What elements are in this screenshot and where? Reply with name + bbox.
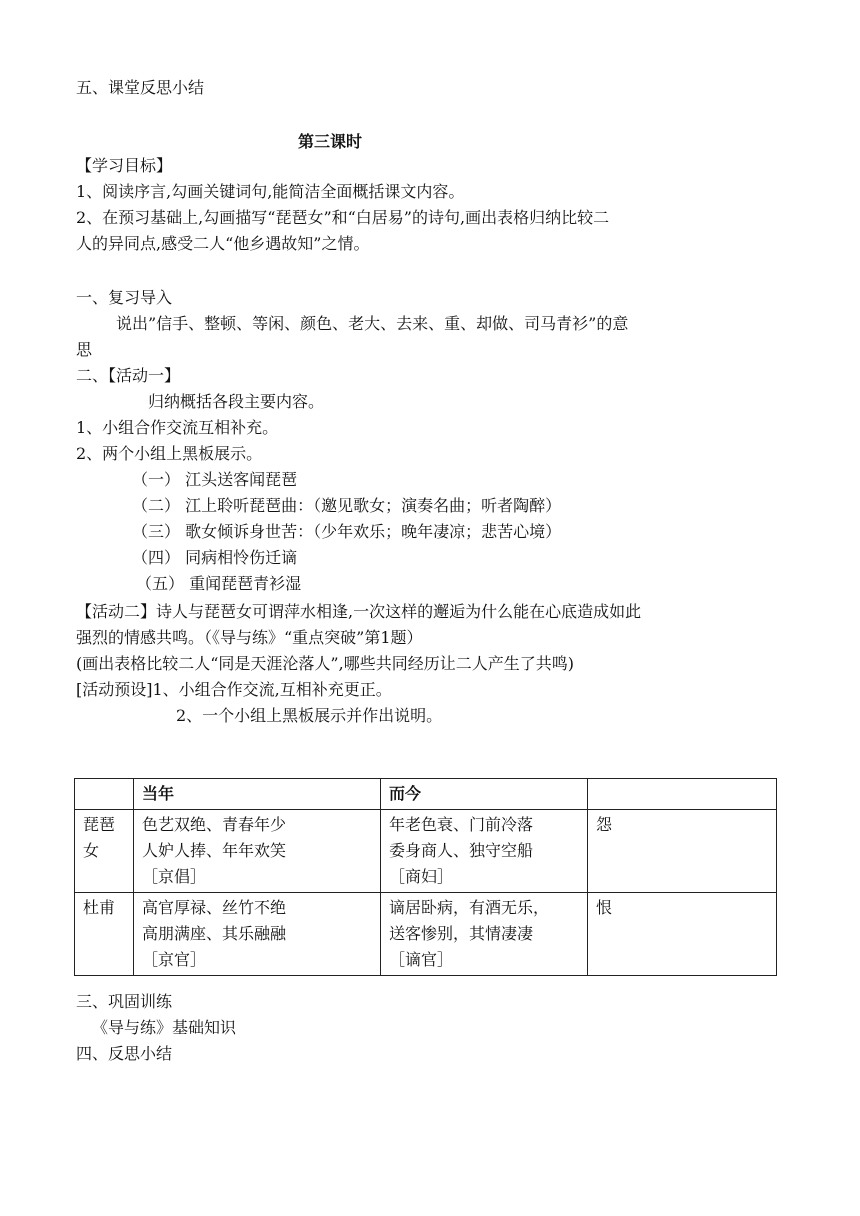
objective-1: 1、阅读序言,勾画关键词句,能简洁全面概括课文内容。 [76,182,465,201]
review-line-1: 说出”信手、整顿、等闲、颜色、老大、去来、重、却做、司马青衫”的意 [116,314,629,333]
table-row [75,810,777,893]
cell-line: 人妒人捧、年年欢笑 [142,841,287,860]
review-heading: 一、复习导入 [76,288,173,307]
row-then [134,893,381,976]
table-header-now: 而今 [381,779,588,810]
row-feeling: 怨 [588,810,777,893]
cell-line: ［谪官］ [389,950,454,969]
lesson-title: 第三课时 [298,132,363,151]
activity-2-line-1: 【活动二】诗人与琵琶女可谓萍水相逢,一次这样的邂逅为什么能在心底造成如此 [76,602,642,621]
row-then [134,810,381,893]
activity-1-step-1: 1、小组合作交流互相补充。 [76,418,279,437]
cell-line: ［京倡］ [142,867,207,886]
activity-1-intro: 归纳概括各段主要内容。 [148,392,325,411]
activity-2-preset-1: [活动预设]1、小组合作交流,互相补充更正。 [76,680,392,699]
activity-2-preset-2: 2、一个小组上黑板展示并作出说明。 [176,706,443,725]
table-row [75,893,777,976]
activity-1-point: （一） 江头送客闻琵琶 [132,470,298,489]
cell-line: 高朋满座、其乐融融 [142,924,287,943]
row-feeling: 恨 [588,893,777,976]
row-now [381,810,588,893]
section-3-item: 《导与练》基础知识 [92,1018,237,1037]
cell-line: 委身商人、独守空船 [389,841,534,860]
section-3-heading: 三、巩固训练 [76,992,173,1011]
activity-2-line-2: 强烈的情感共鸣。（《导与练》“重点突破”第1题） [76,628,423,647]
cell-line: ［京官］ [142,950,207,969]
comparison-table [74,778,777,976]
activity-1-step-2: 2、两个小组上黑板展示。 [76,444,263,463]
activity-1-point: （三） 歌女倾诉身世苦：（少年欢乐；晚年凄凉；悲苦心境） [132,522,562,541]
cell-line: ［商妇］ [389,867,454,886]
row-name: 杜甫 [75,893,134,976]
table-header-cell [588,779,777,810]
activity-1-point: （四） 同病相怜伤迁谪 [132,548,298,567]
row-name: 琵琶女 [75,810,134,893]
cell-line: 年老色衰、门前冷落 [389,815,534,834]
table-header-row [75,779,777,810]
section-5-title: 五、课堂反思小结 [76,78,205,97]
activity-1-heading: 二、【活动一】 [76,366,181,385]
activity-1-point: （五） 重闻琵琶青衫湿 [136,574,302,593]
cell-line: 谪居卧病，有酒无乐， [389,898,550,917]
section-4-title: 四、反思小结 [76,1044,173,1063]
cell-line: 送客惨别，其情凄凄 [389,924,534,943]
objective-2-line-2: 人的异同点,感受二人“他乡遇故知”之情。 [76,234,370,253]
review-line-2: 思 [76,340,93,359]
table-header-cell [75,779,134,810]
objectives-heading: 【学习目标】 [76,156,173,175]
row-now [381,893,588,976]
table-header-then: 当年 [134,779,381,810]
activity-1-point: （二） 江上聆听琵琶曲：（邀见歌女；演奏名曲；听者陶醉） [132,496,562,515]
cell-line: 色艺双绝、青春年少 [142,815,287,834]
activity-2-note: (画出表格比较二人“同是天涯沦落人”,哪些共同经历让二人产生了共鸣) [76,654,574,673]
cell-line: 高官厚禄、丝竹不绝 [142,898,287,917]
objective-2-line-1: 2、在预习基础上,勾画描写“琵琶女”和“白居易”的诗句,画出表格归纳比较二 [76,208,610,227]
